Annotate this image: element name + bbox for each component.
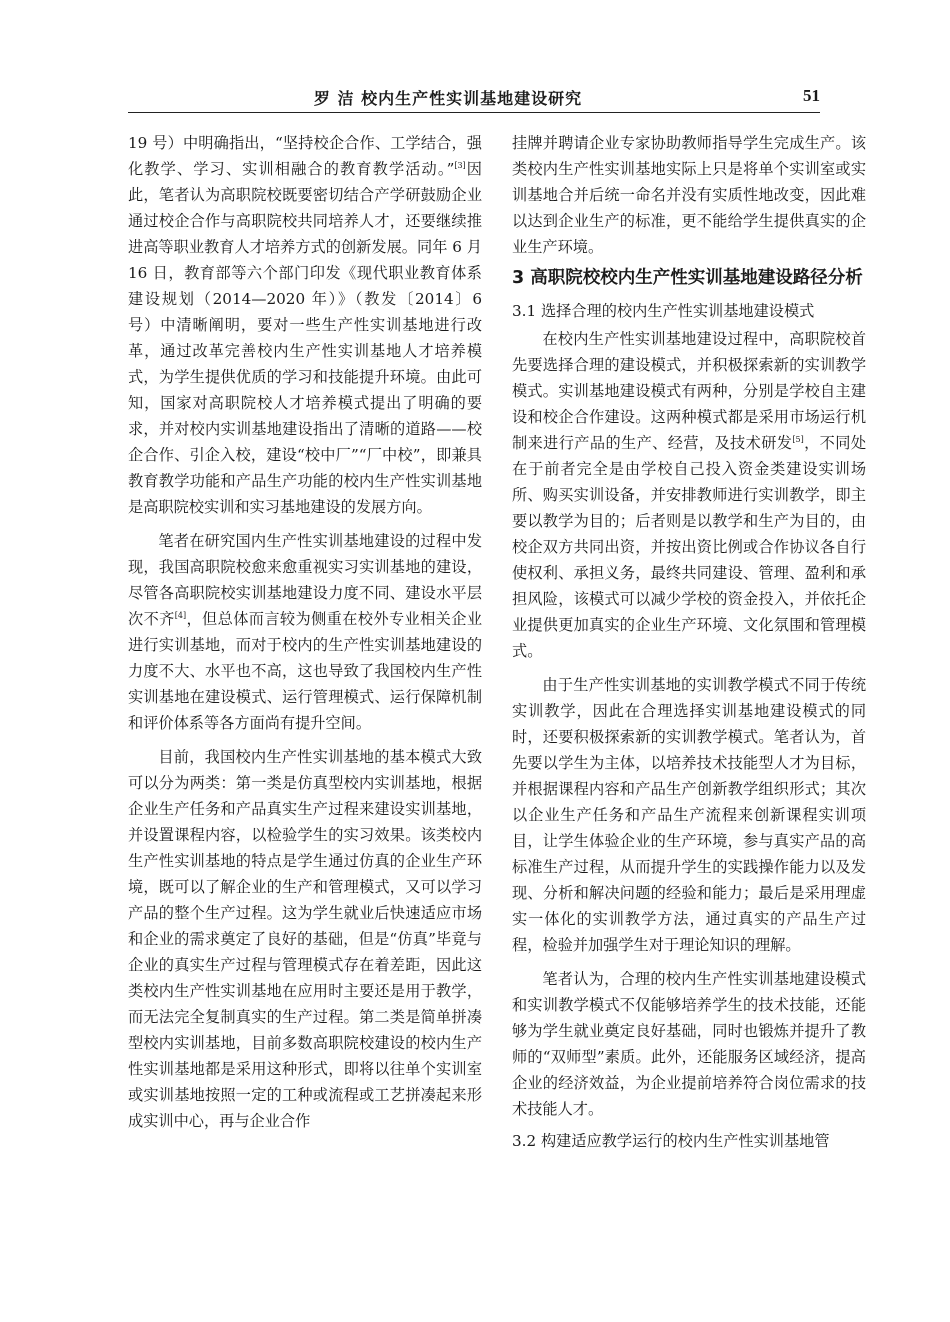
paragraph: 由于生产性实训基地的实训教学模式不同于传统实训教学，因此在合理选择实训基地建设模式的同时，还要积极探索新的实训教学模式。笔者认为，首先要以学生为主体，以培养技术技能型人才为目标，并根据课程内容和产品生产创新教学组织形式；其次以企业生产任务和产品生产流程来创新课程实训项目，让学生体验企业的生产环境，参与真实产品的高标准生产过程，从而提升学生的实践操作能力以及发现、分析和解决问题的经验和能力；最后是采用理虚实一体化的实训教学方法，通过真实的产品生产过程，检验并加强学生对于理论知识的理解。 bbox=[512, 676, 866, 954]
paragraph: 挂牌并聘请企业专家协助教师指导学生完成生产。该类校内生产性实训基地实际上只是将单个实训室或实训基地合并后统一命名并没有实质性地改变，因此难以达到企业生产的标准，更不能给学生提供真实的企业生产环境。 bbox=[512, 134, 866, 256]
subsection-heading: 3.2 构建适应教学运行的校内生产性实训基地管 bbox=[512, 1132, 830, 1150]
paragraph: 目前，我国校内生产性实训基地的基本模式大致可以分为两类：第一类是仿真型校内实训基地，根据企业生产任务和产品真实生产过程来建设实训基地，并设置课程内容，以检验学生的实习效果。该类校内生产性实训基地的特点是学生通过仿真的企业生产环境，既可以了解企业的生产和管理模式，又可以学习产品的整个生产过程。这为学生就业后快速适应市场和企业的需求奠定了良好的基础，但是“仿真”毕竟与企业的真实生产过程与管理模式存在着差距，因此这类校内生产性实训基地在应用时主要还是用于教学，而无法完全复制真实的生产过程。第二类是简单拼凑型校内实训基地，目前多数高职院校建设的校内生产性实训基地都是采用这种形式，即将以往单个实训室或实训基地按照一定的工种或流程或工艺拼凑起来形成实训中心，再与企业合作 bbox=[128, 748, 482, 1130]
citation-ref: [5] bbox=[792, 435, 804, 444]
paragraph: 19 号）中明确指出，“坚持校企合作、工学结合，强化教学、学习、实训相融合的教育教学活动。”[3]因此，笔者认为高职院校既要密切结合产学研鼓励企业通过校企合作与高职院校共同培养人才，还要继续推进高等职业教育人才培养方式的创新发展。同年 6 月 16 日，教育部等六个部门印发《现代职业教育体系建设规划（2014—2020 年）》（教发〔2014〕6 号）中清晰阐明，要对一些生产性实训基地进行改革，通过改革完善校内生产性实训基地人才培养模式，为学生提供优质的学习和技能提升环境。由此可知，国家对高职院校人才培养模式提出了明确的要求，并对校内实训基地建设指出了清晰的道路——校企合作、引企入校，建设“校中厂”“厂中校”，即兼具教育教学功能和产品生产功能的校内生产性实训基地是高职院校实训和实习基地建设的发展方向。 bbox=[128, 134, 482, 516]
page-number: 51 bbox=[803, 86, 820, 105]
paragraph: 笔者认为，合理的校内生产性实训基地建设模式和实训教学模式不仅能够培养学生的技术技能，还能够为学生就业奠定良好基础，同时也锻炼并提升了教师的“双师型”素质。此外，还能服务区域经济，提高企业的经济效益，为企业提前培养符合岗位需求的技术技能人才。 bbox=[512, 970, 866, 1118]
paragraph: 在校内生产性实训基地建设过程中，高职院校首先要选择合理的建设模式，并积极探索新的实训教学模式。实训基地建设模式有两种，分别是学校自主建设和校企合作建设。这两种模式都是采用市场运行机制来进行产品的生产、经营，及技术研发[5]，不同处在于前者完全是由学校自己投入资金类建设实训场所、购买实训设备，并安排教师进行实训教学，即主要以教学为目的；后者则是以教学和生产为目的，由校企双方共同出资，并按出资比例或合作协议各自行使权利、承担义务，最终共同建设、管理、盈利和承担风险，该模式可以减少学校的资金投入，并依托企业提供更加真实的企业生产环境、文化氛围和管理模式。 bbox=[512, 330, 867, 660]
citation-ref: [4] bbox=[174, 611, 187, 620]
left-column bbox=[128, 130, 482, 1134]
right-column bbox=[512, 130, 866, 1156]
header-rule bbox=[128, 112, 820, 113]
paragraph: 笔者在研究国内生产性实训基地建设的过程中发现，我国高职院校愈来愈重视实习实训基地的建设，尽管各高职院校实训基地建设力度不同、建设水平层次不齐[4]，但总体而言较为侧重在校外专业相关企业进行实训基地，而对于校内的生产性实训基地建设的力度不大、水平也不高，这也导致了我国校内生产性实训基地在建设模式、运行管理模式、运行保障机制和评价体系等各方面尚有提升空间。 bbox=[128, 532, 483, 732]
subsection-heading: 3.1 选择合理的校内生产性实训基地建设模式 bbox=[512, 302, 815, 320]
citation-ref: [3] bbox=[454, 161, 466, 170]
running-header bbox=[128, 86, 820, 110]
section-heading: 3 高职院校校内生产性实训基地建设路径分析 bbox=[512, 268, 863, 288]
running-title: 罗 洁 校内生产性实训基地建设研究 bbox=[313, 89, 583, 108]
